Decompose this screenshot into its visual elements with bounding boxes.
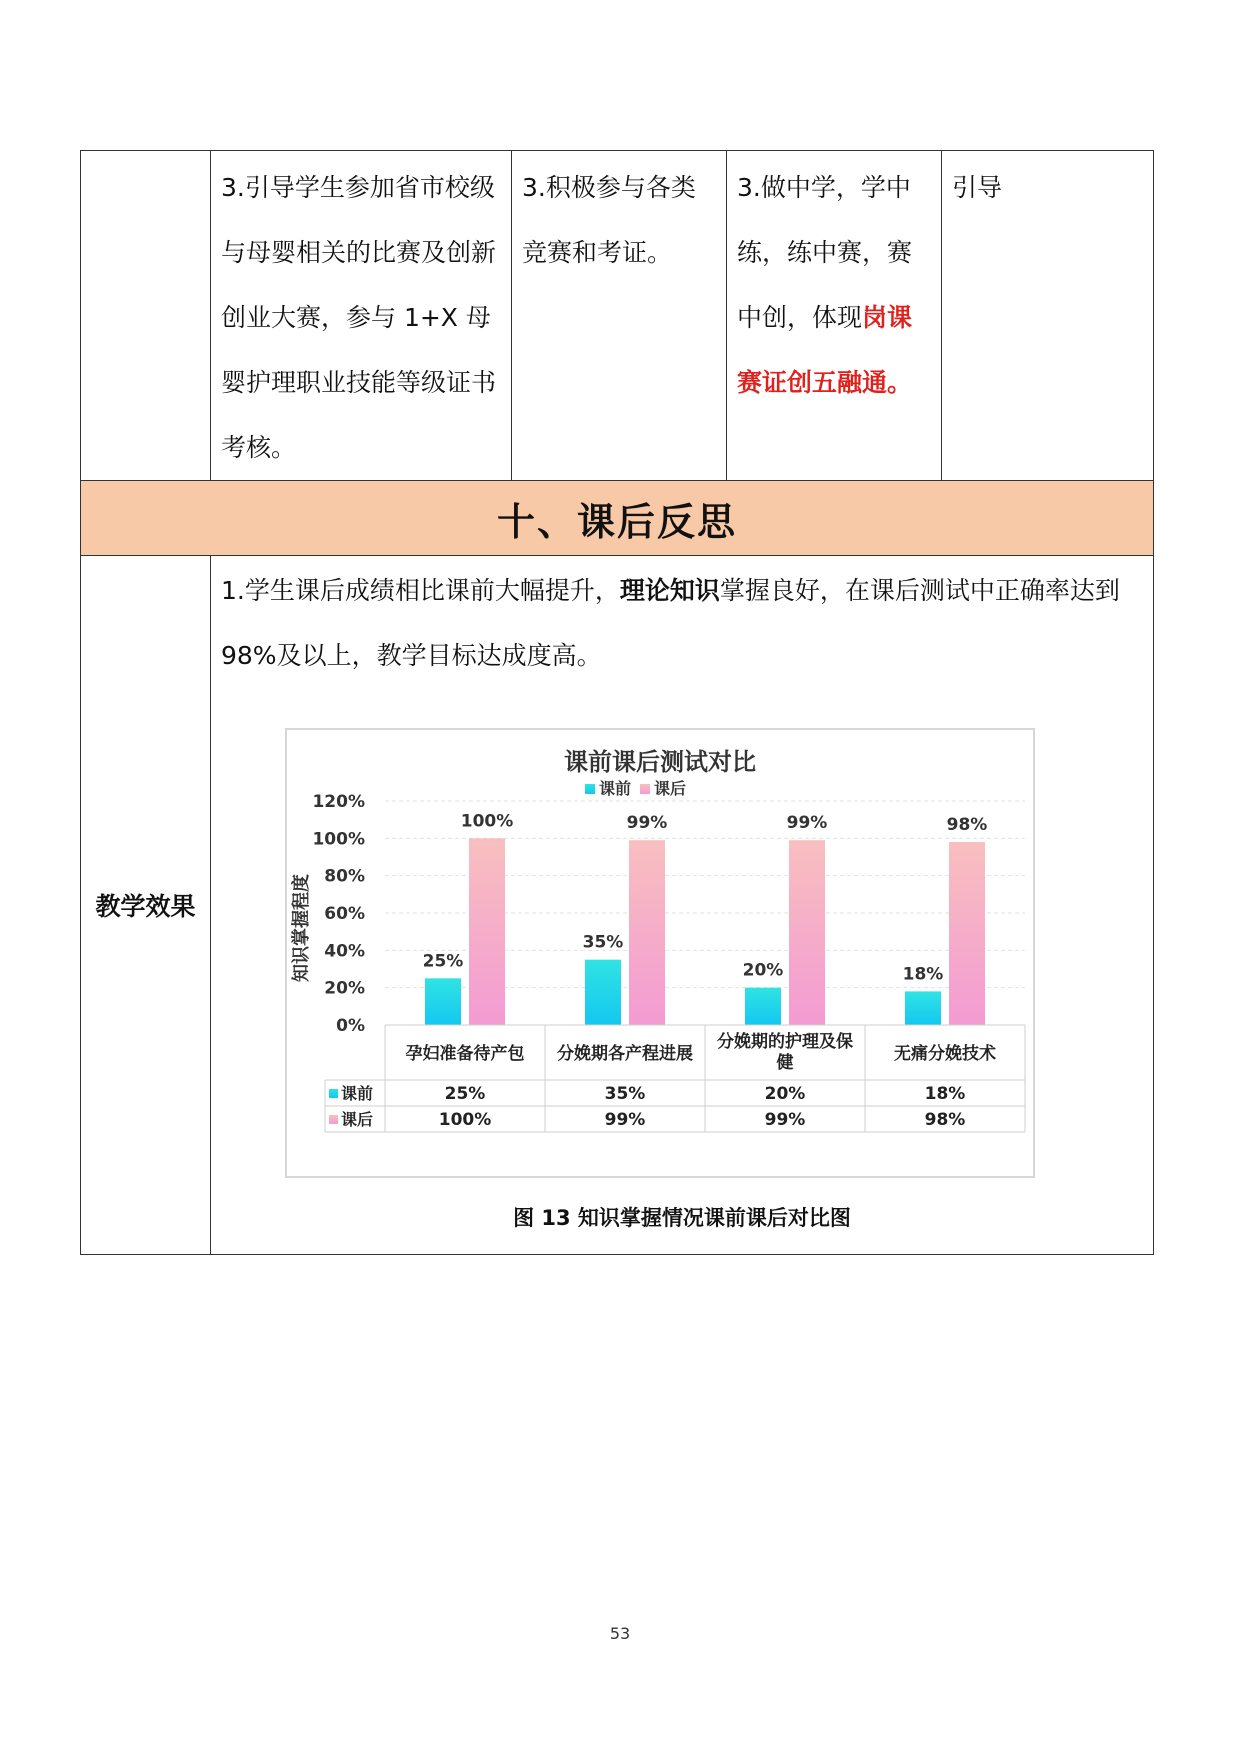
section-header-row — [81, 481, 1154, 556]
y-tick-label: 20% — [324, 978, 365, 999]
effect-paragraph — [211, 556, 1153, 688]
bar — [789, 840, 825, 1025]
bar — [949, 842, 985, 1025]
chart-container — [285, 728, 1035, 1178]
data-table-value: 25% — [444, 1084, 486, 1104]
y-axis-label: 知识掌握程度 — [291, 874, 312, 982]
data-table-series-label: 课后 — [341, 1110, 374, 1129]
bar-data-label: 99% — [626, 813, 668, 834]
chart-title: 课前课后测试对比 — [564, 748, 756, 776]
bar — [629, 840, 665, 1025]
data-table-swatch — [329, 1115, 338, 1124]
bar-data-label: 20% — [742, 960, 784, 981]
figure-caption: 图 13 知识掌握情况课前课后对比图 — [513, 1206, 851, 1230]
effect-label: 教学效果 — [95, 892, 196, 921]
data-table-value: 99% — [764, 1110, 806, 1130]
section-title: 十、课后反思 — [496, 499, 737, 544]
student-text: 3.积极参与各类竞赛和考证。 — [522, 173, 696, 267]
effect-para-suffix: 掌握良好，在课后测试中正确率达到98%及以上，教学目标达成度高。 — [221, 576, 1120, 670]
bar-chart — [285, 728, 1035, 1178]
data-table-value: 20% — [764, 1084, 806, 1104]
legend-label: 课前 — [599, 779, 632, 798]
page-number: 53 — [609, 1624, 631, 1643]
effect-para-bold: 理论知识 — [619, 576, 720, 605]
bar — [425, 978, 461, 1025]
y-tick-label: 0% — [336, 1016, 365, 1036]
data-table-swatch — [329, 1089, 338, 1098]
data-table-series-label: 课前 — [341, 1084, 374, 1103]
legend-swatch — [640, 784, 650, 794]
effect-content-cell — [211, 556, 1154, 1255]
legend-label: 课后 — [654, 779, 687, 798]
lesson-plan-table — [80, 150, 1154, 1255]
section-header-cell — [81, 481, 1154, 556]
legend-swatch — [585, 784, 595, 794]
table-cell-note — [942, 151, 1154, 481]
design-text-highlight: 岗课赛证创五融通。 — [737, 303, 913, 397]
table-row — [81, 151, 1154, 481]
data-table-value: 98% — [924, 1110, 966, 1130]
table-cell-activity — [211, 151, 512, 481]
bar — [469, 838, 505, 1025]
y-tick-label: 80% — [324, 866, 365, 887]
x-category-label: 无痛分娩技术 — [894, 1044, 996, 1064]
bar-data-label: 35% — [582, 932, 624, 953]
note-text: 引导 — [952, 173, 1003, 202]
design-text — [727, 151, 941, 415]
bar-data-label: 98% — [946, 815, 988, 836]
data-table-value: 99% — [604, 1110, 646, 1130]
effect-label-cell — [81, 556, 211, 1255]
bar — [585, 960, 621, 1025]
data-table-value: 35% — [604, 1084, 646, 1104]
table-row — [81, 556, 1154, 1255]
y-tick-label: 60% — [324, 904, 365, 924]
bar-data-label: 99% — [786, 813, 828, 834]
activity-text: 3.引导学生参加省市校级与母婴相关的比赛及创新创业大赛，参与 1+X 母婴护理职业技能等级证书考核。 — [221, 173, 497, 462]
y-tick-label: 40% — [324, 941, 365, 962]
table-cell-student — [512, 151, 727, 481]
table-cell-empty — [81, 151, 211, 481]
bar — [745, 988, 781, 1025]
bar-data-label: 25% — [422, 951, 464, 972]
table-cell-design — [727, 151, 942, 481]
y-tick-label: 100% — [312, 829, 365, 850]
x-category-label: 分娩期各产程进展 — [557, 1044, 693, 1064]
effect-para-prefix: 1.学生课后成绩相比课前大幅提升， — [221, 576, 620, 605]
x-category-label: 分娩期的护理及保健 — [717, 1032, 853, 1073]
design-text-prefix: 3.做中学，学中练，练中赛，赛中创，体现 — [737, 173, 913, 332]
y-tick-label: 120% — [312, 792, 365, 812]
data-table-value: 100% — [438, 1110, 492, 1130]
bar-data-label: 100% — [460, 811, 514, 832]
data-table-value: 18% — [924, 1084, 966, 1104]
x-category-label: 孕妇准备待产包 — [405, 1044, 525, 1064]
bar-data-label: 18% — [902, 964, 944, 985]
bar — [905, 991, 941, 1025]
